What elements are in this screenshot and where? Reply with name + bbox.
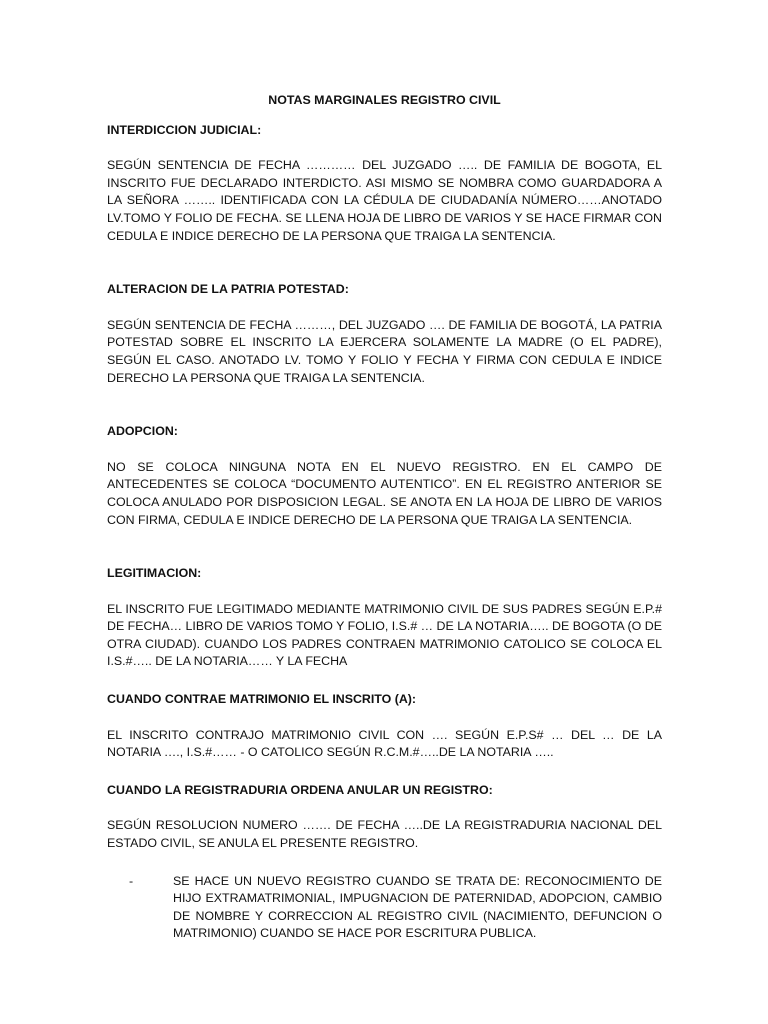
section-body-legitimacion: EL INSCRITO FUE LEGITIMADO MEDIANTE MATRIMONIO CIVIL DE SUS PADRES SEGÚN E.P.# DE FECHA… LIBRO DE VARIOS TOMO Y FOLIO, I.S.# … DE LA NOTARIA….. DE BOGOTA (O DE OTRA CIUDAD). CUANDO LOS PADRES CONTRAEN MATRIMONIO CATOLICO SE COLOCA EL I.S.#….. DE LA NOTARIA…… Y LA FECHA [107,601,662,669]
bullet-list [107,873,662,943]
section-heading-adopcion: ADOPCION: [107,424,178,439]
section-body-anular-registro: SEGÚN RESOLUCION NUMERO ……. DE FECHA …..DE LA REGISTRADURIA NACIONAL DEL ESTADO CIVIL, SE ANULA EL PRESENTE REGISTRO. [107,818,662,851]
section-body-interdiccion: SEGÚN SENTENCIA DE FECHA ………… DEL JUZGADO ….. DE FAMILIA DE BOGOTA, EL INSCRITO FUE DECLARADO INTERDICTO. ASI MISMO SE NOMBRA COMO GUARDADORA A LA SEÑORA …….. IDENTIFICADA CON LA CÉDULA DE CIUDADANÍA NÚMERO……ANOTADO LV.TOMO Y FOLIO DE FECHA. SE LLENA HOJA DE LIBRO DE VARIOS Y SE HACE FIRMAR CON CEDULA E INDICE DERECHO DE LA PERSONA QUE TRAIGA LA SENTENCIA. [107,158,662,243]
bullet-text: SE HACE UN NUEVO REGISTRO CUANDO SE TRATA DE: RECONOCIMIENTO DE HIJO EXTRAMATRIMONIAL, IMPUGNACION DE PATERNIDAD, ADOPCION, CAMBIO DE NOMBRE Y CORRECCION AL REGISTRO CIVIL (NACIMIENTO, DEFUNCION O MATRIMONIO) CUANDO SE HACE POR ESCRITURA PUBLICA. [173,873,662,941]
bullet-dash-icon: - [129,873,134,888]
section-heading-legitimacion: LEGITIMACION: [107,566,202,581]
section-heading-matrimonio: CUANDO CONTRAE MATRIMONIO EL INSCRITO (A): [107,692,417,707]
section-body-matrimonio: EL INSCRITO CONTRAJO MATRIMONIO CIVIL CON …. SEGÚN E.P.S# … DEL … DE LA NOTARIA …., I.S.#…… - O CATOLICO SEGÚN R.C.M.#…..DE LA NOTARIA ….. [107,727,662,760]
section-heading-anular-registro: CUANDO LA REGISTRADURIA ORDENA ANULAR UN REGISTRO: [107,782,493,797]
section-heading-interdiccion: INTERDICCION JUDICIAL: [107,122,262,137]
list-item [107,873,662,943]
document-title: NOTAS MARGINALES REGISTRO CIVIL [268,93,501,107]
section-heading-patria-potestad: ALTERACION DE LA PATRIA POTESTAD: [107,282,349,297]
section-body-patria-potestad: SEGÚN SENTENCIA DE FECHA ………, DEL JUZGADO …. DE FAMILIA DE BOGOTÁ, LA PATRIA POTESTAD SOBRE EL INSCRITO LA EJERCERA SOLAMENTE LA MADRE (O EL PADRE), SEGÚN EL CASO. ANOTADO LV. TOMO Y FOLIO Y FECHA Y FIRMA CON CEDULA E INDICE DERECHO LA PERSONA QUE TRAIGA LA SENTENCIA. [107,317,662,385]
section-body-adopcion: NO SE COLOCA NINGUNA NOTA EN EL NUEVO REGISTRO. EN EL CAMPO DE ANTECEDENTES SE COLOCA “DOCUMENTO AUTENTICO”. EN EL REGISTRO ANTERIOR SE COLOCA ANULADO POR DISPOSICION LEGAL. SE ANOTA EN LA HOJA DE LIBRO DE VARIOS CON FIRMA, CEDULA E INDICE DERECHO DE LA PERSONA QUE TRAIGA LA SENTENCIA. [107,459,662,527]
document-page [107,92,662,943]
